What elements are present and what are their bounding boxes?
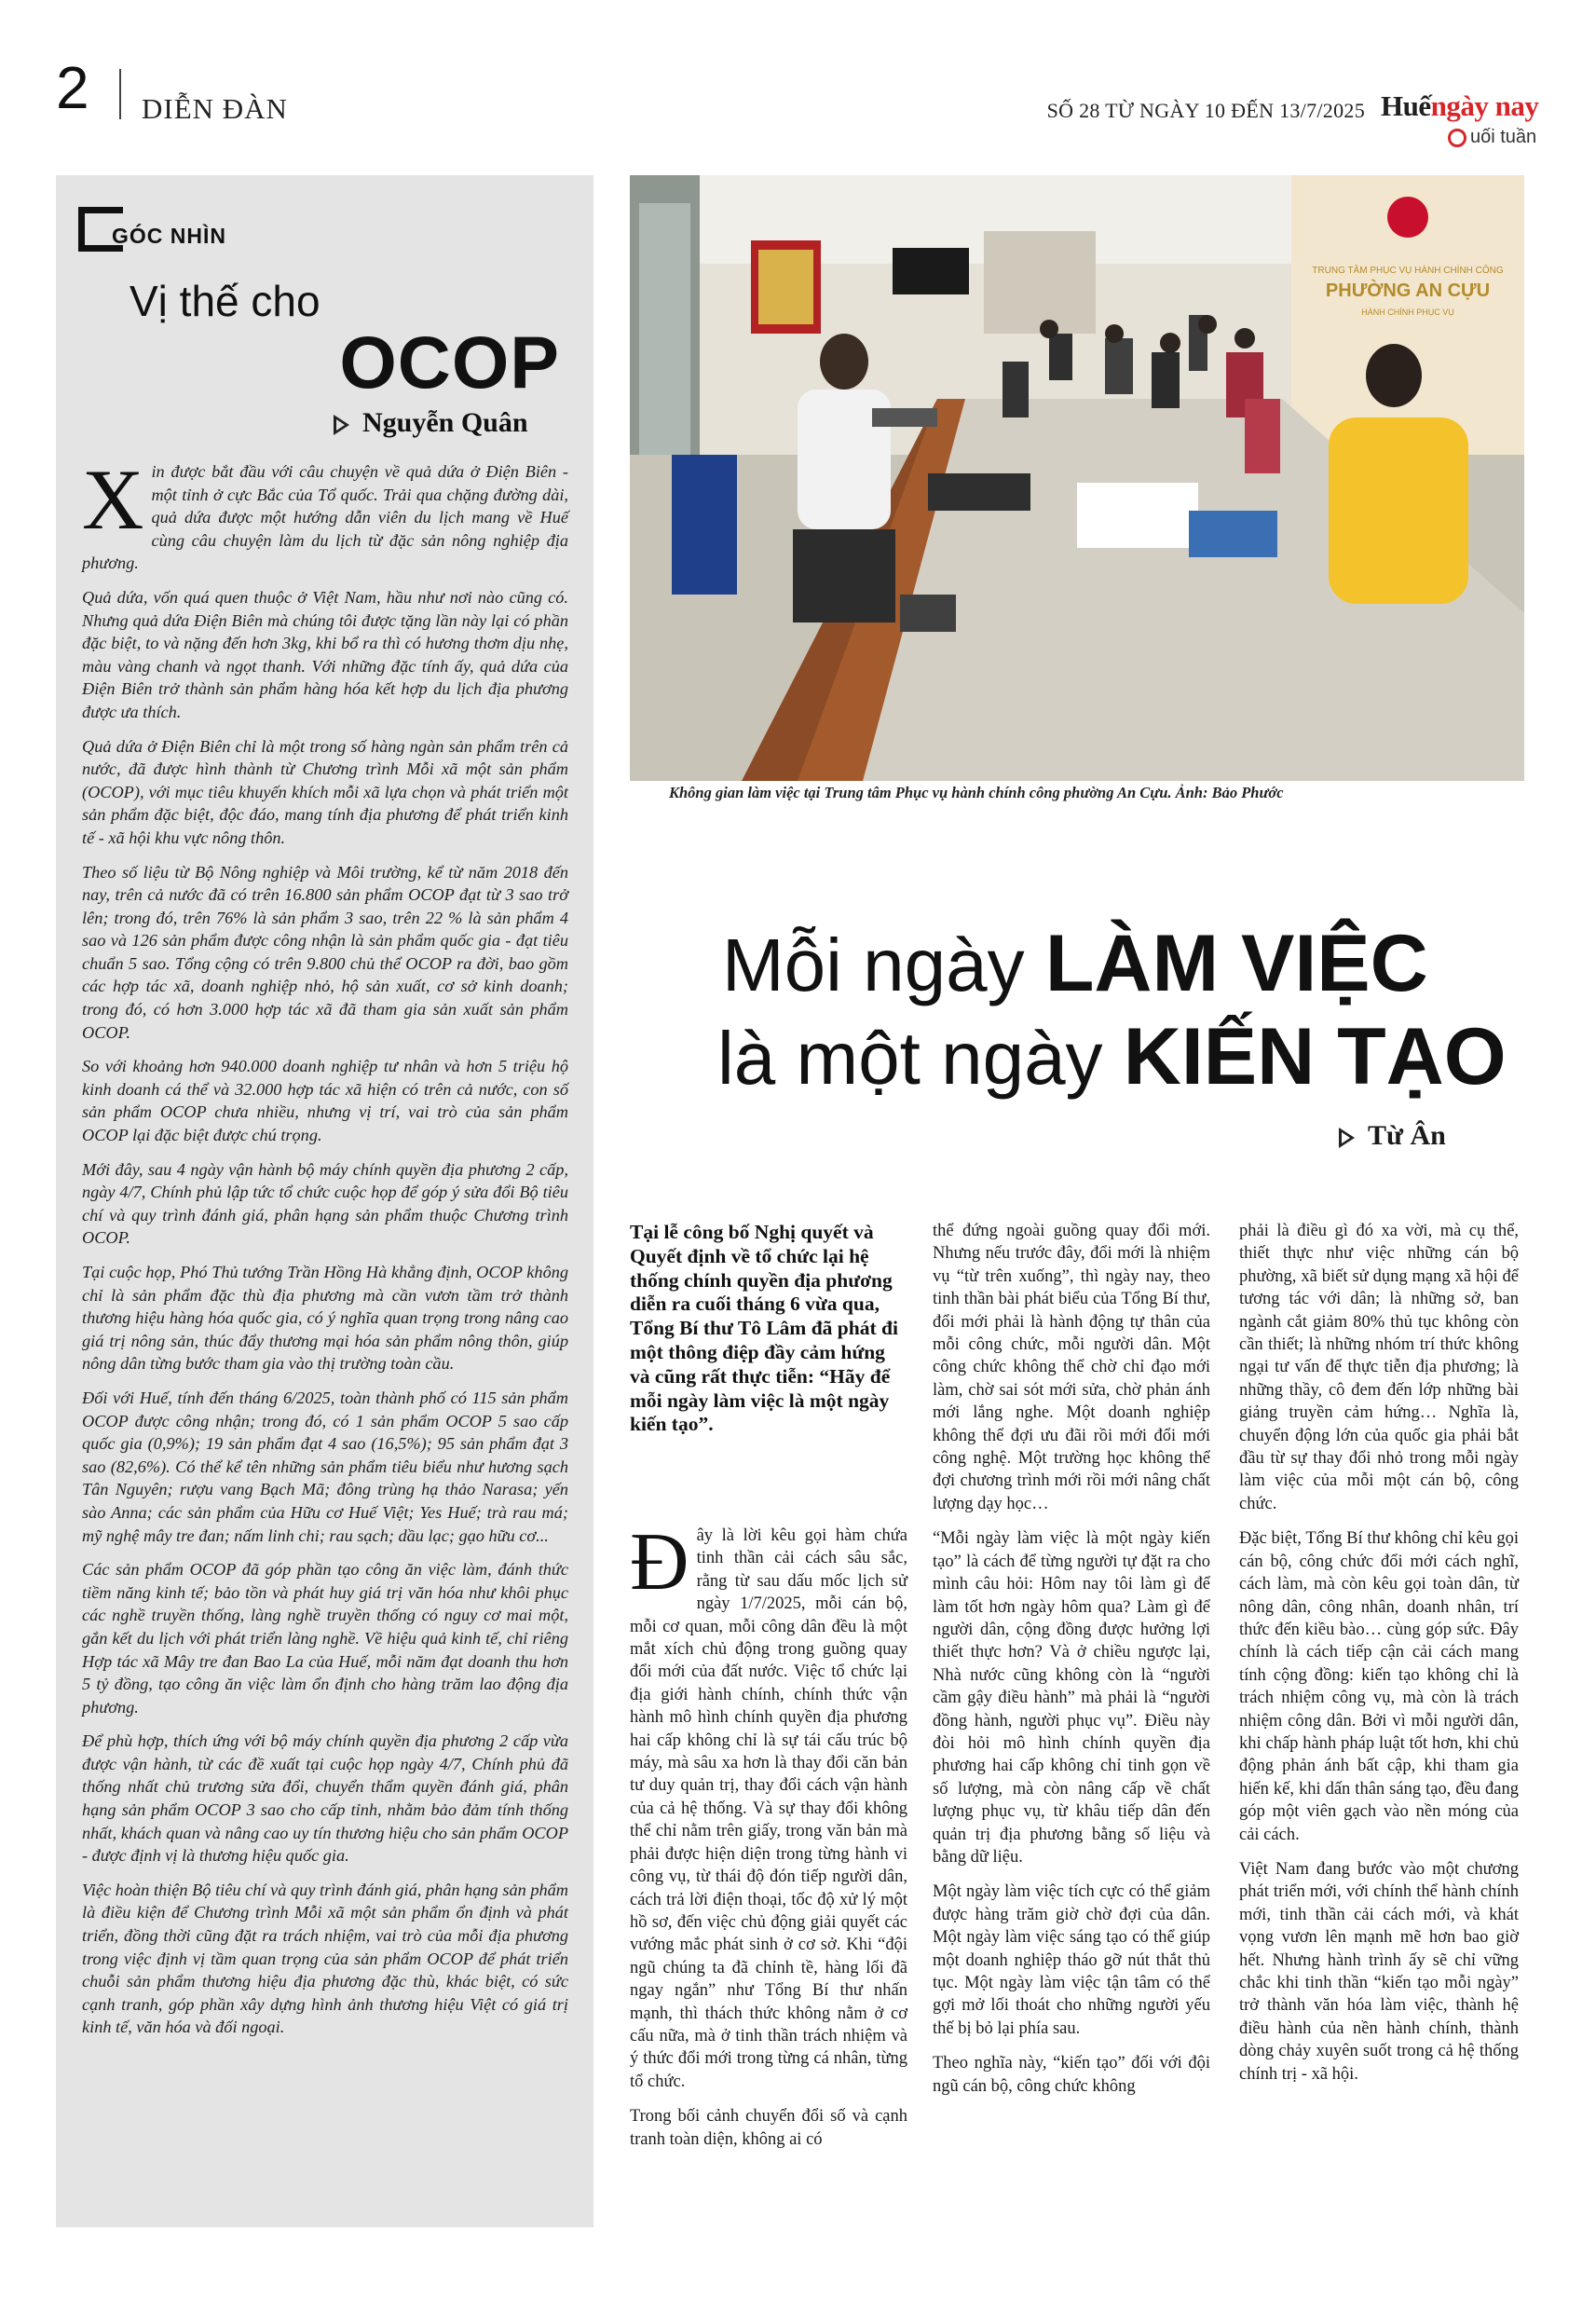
sign-text-3: HÀNH CHÍNH PHỤC VỤ: [1361, 308, 1454, 317]
sidebar-title-line-1: Vị thế cho: [130, 277, 321, 325]
sidebar-body: [82, 452, 568, 2050]
sidebar-paragraph: [82, 452, 568, 575]
article-column-3: [1239, 1220, 1519, 2098]
section-name: DIỄN ĐÀN: [142, 92, 288, 125]
article-paragraph: Đặc biệt, Tổng Bí thư không chỉ kêu gọi cán bộ, công chức đổi mới cách nghĩ, cách làm, mà còn kêu gọi toàn dân, từ nông dân, công nhân, doanh nhân, trí thức đến kiều bào… cùng góp sức. Đây chính là cách tiếp cận cải cách mang tính cộng đồng: kiến tạo không chỉ là trách nhiệm công vụ, mà còn là trách nhiệm công dân. Bởi vì mỗi người dân, khi chấp hành pháp luật tốt hơn, khi chủ động phản ánh bất cập, khi tham gia hiến kế, khi dấn thân sáng tạo, đều đang góp một viên gạch vào nền móng của cải cách.: [1239, 1529, 1519, 1844]
dropcap: Đ: [630, 1517, 689, 1607]
byline-triangle-icon: [1339, 1128, 1355, 1148]
sidebar-paragraph: So với khoảng hơn 940.000 doanh nghiệp tư nhân và hơn 5 triệu hộ kinh doanh cá thể và 32.000 hợp tác xã hiện có trên cả nước, con số sản phẩm OCOP chưa nhiều, nhưng vị trí, vai trò của sản phẩm OCOP lại đặc biệt được chú trọng.: [82, 1057, 568, 1145]
header-divider: [119, 69, 121, 119]
sidebar-byline: [334, 407, 528, 439]
sign-text-2: PHƯỜNG AN CỰU: [1325, 280, 1491, 301]
article-byline: [1339, 1120, 1446, 1152]
issue-info: SỐ 28 TỪ NGÀY 10 ĐẾN 13/7/2025: [1046, 99, 1365, 122]
sidebar-author: Nguyễn Quân: [362, 407, 528, 438]
publication-logo: [1381, 89, 1537, 157]
sidebar-paragraph: Quả dứa ở Điện Biên chỉ là một trong số hàng ngàn sản phẩm trên cả nước, đã được hình thành từ Chương trình Mỗi xã một sản phẩm (OCOP), với mục tiêu khuyến khích mỗi xã lựa chọn và phát triển một sản phẩm đặc biệt, độc đáo, mang tính địa phương để phát triển kinh tế - xã hội khu vực nông thôn.: [82, 736, 568, 847]
logo-subtitle: [1448, 127, 1536, 148]
article-paragraph: “Mỗi ngày làm việc là một ngày kiến tạo” là cách để từng người tự đặt ra cho mình câu hỏi: Hôm nay tôi làm gì để làm tốt hơn ngày hôm qua? Làm gì để người dân, cộng đồng được hưởng lợi thiết thực hơn? Và ở chiều ngược lại, Nhà nước cũng không còn là “người cầm gậy điều hành” mà phải là “người đồng hành, người phục vụ”. Điều này đòi hỏi mô hình chính quyền địa phương hai cấp không chỉ tinh gọn về số lượng, mà còn nâng cấp về chất lượng phục vụ, từ khâu tiếp dân đến quản trị địa phương bằng số liệu và bằng dữ liệu.: [933, 1529, 1210, 1867]
article-paragraph: phải là điều gì đó xa vời, mà cụ thể, thiết thực như việc những cán bộ phường, xã biết sử dụng mạng xã hội để tương tác với dân; là những sở, ban ngành cắt giảm 80% thủ tục không còn cần thiết; là những nhóm trí thức không ngại tư vấn để thực tiễn địa phương; là những thầy, cô đem đến lớp những bài giảng truyền cảm hứng… Nghĩa là, chuyển động lớn của quốc gia phải bắt đầu từ sự thay đổi nhỏ trong mỗi ngày làm việc của mỗi một cán bộ, công chức.: [1239, 1222, 1519, 1513]
page-number: 2: [56, 54, 89, 121]
headline-emphasis-2: KIẾN TẠO: [1123, 1012, 1507, 1101]
article-column-1: [630, 1517, 907, 2163]
article-paragraph: [630, 1517, 907, 2093]
article-lead: Tại lễ công bố Nghị quyết và Quyết định về tổ chức lại hệ thống chính quyền địa phương diễn ra cuối tháng 6 vừa qua, Tổng Bí thư Tô Lâm đã phát đi một thông điệp đầy cảm hứng và cũng rất thực tiễn: “Hãy để mỗi ngày làm việc là một ngày kiến tạo”.: [630, 1221, 898, 1436]
paragraph-text: ây là lời kêu gọi hàm chứa tinh thần cải cách sâu sắc, rằng từ sau dấu mốc lịch sử ngày 1/7/2025, mỗi cán bộ, mỗi cơ quan, mỗi công dân đều là một mắt xích chủ động trong guồng quay đổi mới của đất nước. Việc tổ chức lại địa giới hành chính, chính thức vận hành mô hình chính quyền địa phương hai cấp không chỉ là sự tái cấu trúc bộ máy, mà sâu xa hơn là thay đổi căn bản tư duy quản trị, thay đổi cách vận hành của cả hệ thống. Và sự thay đổi không thể chỉ nằm trên giấy, trong văn bản mà phải được hiện diện trong từng hành vi công vụ, từ thái độ đón tiếp người dân, cách trả lời điện thoại, tốc độ xử lý một hồ sơ, đến việc chủ động giải quyết các vướng mắc phát sinh ở cơ sở. Khi “đội ngũ chúng ta đã chỉnh tề, hàng lối đã ngay ngắn” như Tổng Bí thư nhấn mạnh, thì thách thức không nằm ở cơ cấu nữa, mà ở tinh thần trách nhiệm và ý thức đổi mới trong từng cá nhân, từng tổ chức.: [630, 1526, 907, 2091]
office-illustration: [630, 175, 1524, 781]
article-paragraph: Việt Nam đang bước vào một chương phát triển mới, với chính thể hành chính mới, tinh thần cải cách mới, và khát vọng vươn lên mạnh mẽ hơn bao giờ hết. Nhưng hành trình ấy sẽ chỉ vững chắc khi tinh thần “kiến tạo mỗi ngày” trở thành văn hóa làm việc, thành hệ điều hành của nền hành chính, thành dòng chảy xuyên suốt trong cả hệ thống chính trị - xã hội.: [1239, 1859, 1519, 2084]
sidebar-paragraph: Các sản phẩm OCOP đã góp phần tạo công ăn việc làm, đánh thức tiềm năng kinh tế; bảo tồn và phát huy giá trị văn hóa như khôi phục các nghề truyền thống, làng nghề truyền thống có nguy cơ mai một, gắn kết du lịch với phát triển làng nghề. Về hiệu quả kinh tế, chỉ riêng Hợp tác xã Mây tre đan Bao La của Huế, mỗi năm đạt doanh thu hơn 5 tỷ đồng, tạo công ăn việc làm ổn định cho hàng trăm lao động địa phương.: [82, 1560, 568, 1717]
sidebar-title-line-2: OCOP: [339, 321, 560, 404]
article-author: Từ Ân: [1368, 1120, 1446, 1151]
photo-caption: Không gian làm việc tại Trung tâm Phục vụ hành chính công phường An Cựu. Ảnh: Bảo Phước: [669, 784, 1284, 801]
headline-pre-1: Mỗi ngày: [722, 923, 1045, 1006]
dropcap: X: [82, 452, 144, 547]
logo-part-2: ngày nay: [1430, 89, 1539, 122]
article-paragraph: Theo nghĩa này, “kiến tạo” đối với đội ngũ cán bộ, công chức không: [933, 2054, 1210, 2096]
headline-line-2: [717, 1011, 1507, 1103]
sign-text-1: TRUNG TÂM PHỤC VỤ HÀNH CHÍNH CÔNG: [1312, 266, 1504, 276]
article-paragraph: Trong bối cảnh chuyển đổi số và cạnh tranh toàn diện, không ai có: [630, 2107, 907, 2149]
logo-part-1: Huế: [1381, 89, 1431, 122]
sidebar-paragraph: Việc hoàn thiện Bộ tiêu chí và quy trình đánh giá, phân hạng sản phẩm là điều kiện để Chương trình Mỗi xã một sản phẩm ổn định và phát triển, đồng thời cũng đặt ra trách nhiệm, vai trò của mỗi địa phương trong việc định vị tầm quan trọng của sản phẩm OCOP để phát triển chuỗi sản phẩm thương hiệu địa phương đặc thù, khác biệt, có sức cạnh tranh, góp phần xây dựng hình ảnh thương hiệu Việt có giá trị kinh tế, văn hóa và đối ngoại.: [82, 1880, 568, 2037]
column-kicker: GÓC NHÌN: [112, 224, 226, 248]
logo-ring-icon: [1448, 129, 1466, 147]
paragraph-text: in được bắt đầu với câu chuyện về quả dứa ở Điện Biên - một tỉnh ở cực Bắc của Tổ quốc. Trải qua chặng đường dài, quả dứa được một hướng dẫn viên du lịch mang về Huế cùng câu chuyện làm du lịch từ đặc sản nông nghiệp địa phương.: [82, 462, 568, 573]
headline-pre-2: là một ngày: [717, 1017, 1124, 1100]
logo-wordmark: [1381, 89, 1537, 123]
logo-sub-text: uối tuần: [1470, 127, 1537, 147]
office-photo: [630, 175, 1524, 781]
sidebar-paragraph: Quả dứa, vốn quá quen thuộc ở Việt Nam, hầu như nơi nào cũng có. Nhưng quả dứa Điện Biên mà chúng tôi được tặng lần này lại có phần đặc biệt, to và nặng đến hơn 3kg, khi bổ ra thì có hương thơm dịu nhẹ, màu vàng chanh và ngọt thanh. Với những đặc tính ấy, quả dứa của Điện Biên trở thành sản phẩm hàng hóa kết hợp du lịch địa phương được ưa thích.: [82, 587, 568, 721]
headline-emphasis-1: LÀM VIỆC: [1044, 919, 1428, 1008]
sidebar-paragraph: Theo số liệu từ Bộ Nông nghiệp và Môi trường, kể từ năm 2018 đến nay, trên cả nước đã có trên 16.800 sản phẩm OCOP đạt từ 3 sao trở lên; trong đó, trên 76% là sản phẩm 3 sao, trên 22 % là sản phẩm 4 sao và 126 sản phẩm được công nhận là sản phẩm quốc gia - đạt tiêu chuẩn 5 sao. Tổng cộng có trên 9.800 chủ thể OCOP ra đời, bao gồm các hợp tác xã, doanh nghiệp nhỏ, hộ sản xuất, cơ sở kinh doanh; trong đó, có hơn 3.000 hợp tác xã đã tham gia sản xuất sản phẩm OCOP.: [82, 862, 568, 1042]
article-column-2: [933, 1220, 1210, 2110]
byline-triangle-icon: [334, 415, 349, 435]
article-paragraph: thể đứng ngoài guồng quay đổi mới. Nhưng nếu trước đây, đổi mới là nhiệm vụ “từ trên xuống”, thì ngày nay, theo tinh thần bài phát biểu của Tổng Bí thư, đổi mới phải là hành động tự thân của mỗi công chức, mỗi người dân. Một công chức không thể chờ chỉ đạo mới làm, chờ sai sót mới sửa, chờ phản ánh mới lắng nghe. Một doanh nghiệp không thể đợi ưu đãi rồi mới đổi mới công nghệ. Một trường học không thể đợi chương trình mới rồi mới nâng chất lượng dạy học…: [933, 1222, 1210, 1513]
article-paragraph: Một ngày làm việc tích cực có thể giảm được hàng trăm giờ chờ đợi của dân. Một ngày làm việc sáng tạo có thể giúp một doanh nghiệp tháo gỡ nút thắt thủ tục. Một ngày làm việc tận tâm có thể gợi mở lối thoát cho những người yếu thế bị bỏ lại phía sau.: [933, 1882, 1210, 2038]
sidebar-paragraph: Mới đây, sau 4 ngày vận hành bộ máy chính quyền địa phương 2 cấp, ngày 4/7, Chính phủ lập tức tổ chức cuộc họp để góp ý sửa đổi Bộ tiêu chí và quy trình đánh giá, phân hạng sản phẩm thuộc Chương trình OCOP.: [82, 1159, 568, 1248]
sidebar-paragraph: Tại cuộc họp, Phó Thủ tướng Trần Hồng Hà khẳng định, OCOP không chỉ là sản phẩm đặc thù địa phương mà cần vươn tầm trở thành thương hiệu hàng hóa quốc gia, có ý nghĩa quan trọng trong nâng cao giá trị nông sản, thúc đẩy thương mại hóa sản phẩm nông thôn, giúp nông dân từng bước tham gia vào thị trường toàn cầu.: [82, 1263, 568, 1374]
sidebar-paragraph: Đối với Huế, tính đến tháng 6/2025, toàn thành phố có 115 sản phẩm OCOP được công nhận; trong đó, có 1 sản phẩm OCOP 5 sao cấp quốc gia (0,9%); 19 sản phẩm đạt 4 sao (16,5%); 95 sản phẩm đạt 3 sao (82,6%). Có thể kể tên những sản phẩm tiêu biểu như hương sạch Tân Nguyên; rượu vang Bạch Mã; đông trùng hạ thảo Narasa; yến sào Anna; các sản phẩm của Hữu cơ Huế Việt; Yes Huế; trà rau má; mỹ nghệ mây tre đan; nấm linh chi; rau sạch; dầu lạc; gạo hữu cơ...: [82, 1388, 568, 1545]
sidebar-paragraph: Để phù hợp, thích ứng với bộ máy chính quyền địa phương 2 cấp vừa được vận hành, từ các đề xuất tại cuộc họp ngày 4/7, Chính phủ đã thống nhất chủ trương sửa đổi, chuyển thẩm quyền đánh giá, phân hạng sản phẩm OCOP 3 sao cho cấp tỉnh, nhằm bảo đảm tính thống nhất, khách quan và nâng cao uy tín thương hiệu cho sản phẩm OCOP - được định vị là thương hiệu quốc gia.: [82, 1731, 568, 1866]
headline-line-1: [722, 918, 1428, 1010]
